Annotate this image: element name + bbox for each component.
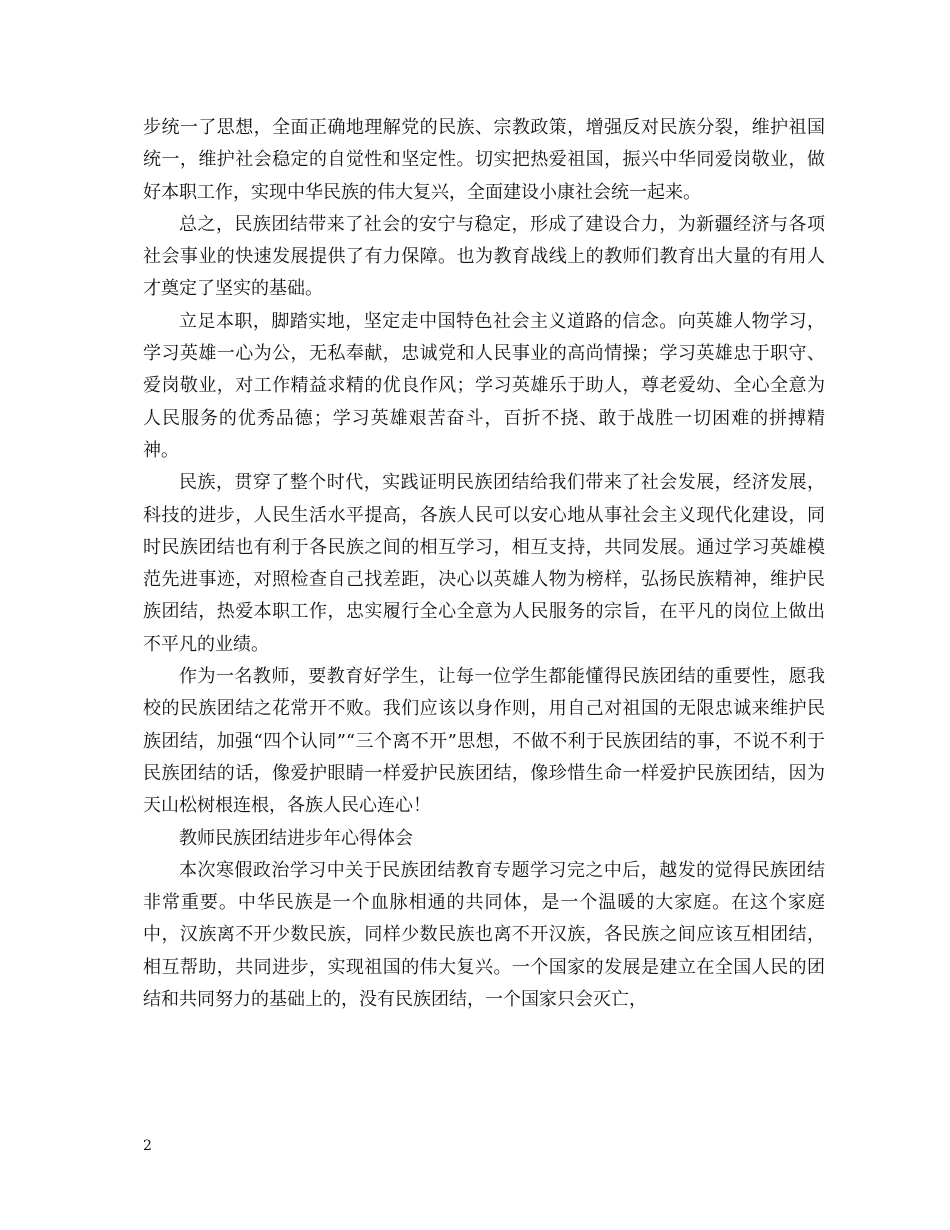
paragraph-teacher-role: 作为一名教师，要教育好学生，让每一位学生都能懂得民族团结的重要性，愿我校的民族团结之花常开不败。我们应该以身作则，用自己对祖国的无限忠诚来维护民族团结，加强“四个认同”“三个离不开”思想，不做不利于民族团结的事，不说不利于民族团结的话，像爱护眼睛一样爱护民族团结，像珍惜生命一样爱护民族团结，因为天山松树根连根，各族人民心连心！: [143, 666, 825, 817]
paragraph-summary: 总之，民族团结带来了社会的安宁与稳定，形成了建设合力，为新疆经济与各项社会事业的快速发展提供了有力保障。也为教育战线上的教师们教育出大量的有用人才奠定了坚实的基础。: [143, 213, 825, 300]
document-body: [143, 112, 825, 1016]
paragraph-continuation: 步统一了思想，全面正确地理解党的民族、宗教政策，增强反对民族分裂，维护祖国统一，维护社会稳定的自觉性和坚定性。切实把热爱祖国，振兴中华同爱岗敬业，做好本职工作，实现中华民族的伟大复兴，全面建设小康社会统一起来。: [143, 117, 825, 203]
paragraph-ethnic-development: 民族，贯穿了整个时代，实践证明民族团结给我们带来了社会发展，经济发展，科技的进步，人民生活水平提高，各族人民可以安心地从事社会主义现代化建设，同时民族团结也有利于各民族之间的相互学习，相互支持，共同发展。通过学习英雄模范先进事迹，对照检查自己找差距，决心以英雄人物为榜样，弘扬民族精神，维护民族团结，热爱本职工作，忠实履行全心全意为人民服务的宗旨，在平凡的岗位上做出不平凡的业绩。: [143, 472, 825, 655]
section-heading: 教师民族团结进步年心得体会: [179, 827, 413, 849]
paragraph-hero-study: 立足本职，脚踏实地，坚定走中国特色社会主义道路的信念。向英雄人物学习，学习英雄一心为公，无私奉献，忠诚党和人民事业的高尚情操；学习英雄忠于职守、爱岗敬业，对工作精益求精的优良作风；学习英雄乐于助人，尊老爱幼、全心全意为人民服务的优秀品德；学习英雄艰苦奋斗，百折不挠、敢于战胜一切困难的拼搏精神。: [143, 310, 825, 461]
page-number: 2: [143, 1138, 152, 1154]
paragraph-winter-study: 本次寒假政治学习中关于民族团结教育专题学习完之中后，越发的觉得民族团结非常重要。中华民族是一个血脉相通的共同体，是一个温暖的大家庭。在这个家庭中，汉族离不开少数民族，同样少数民族也离不开汉族，各民族之间应该互相团结，相互帮助，共同进步，实现祖国的伟大复兴。一个国家的发展是建立在全国人民的团结和共同努力的基础上的，没有民族团结，一个国家只会灭亡，: [143, 859, 825, 1011]
